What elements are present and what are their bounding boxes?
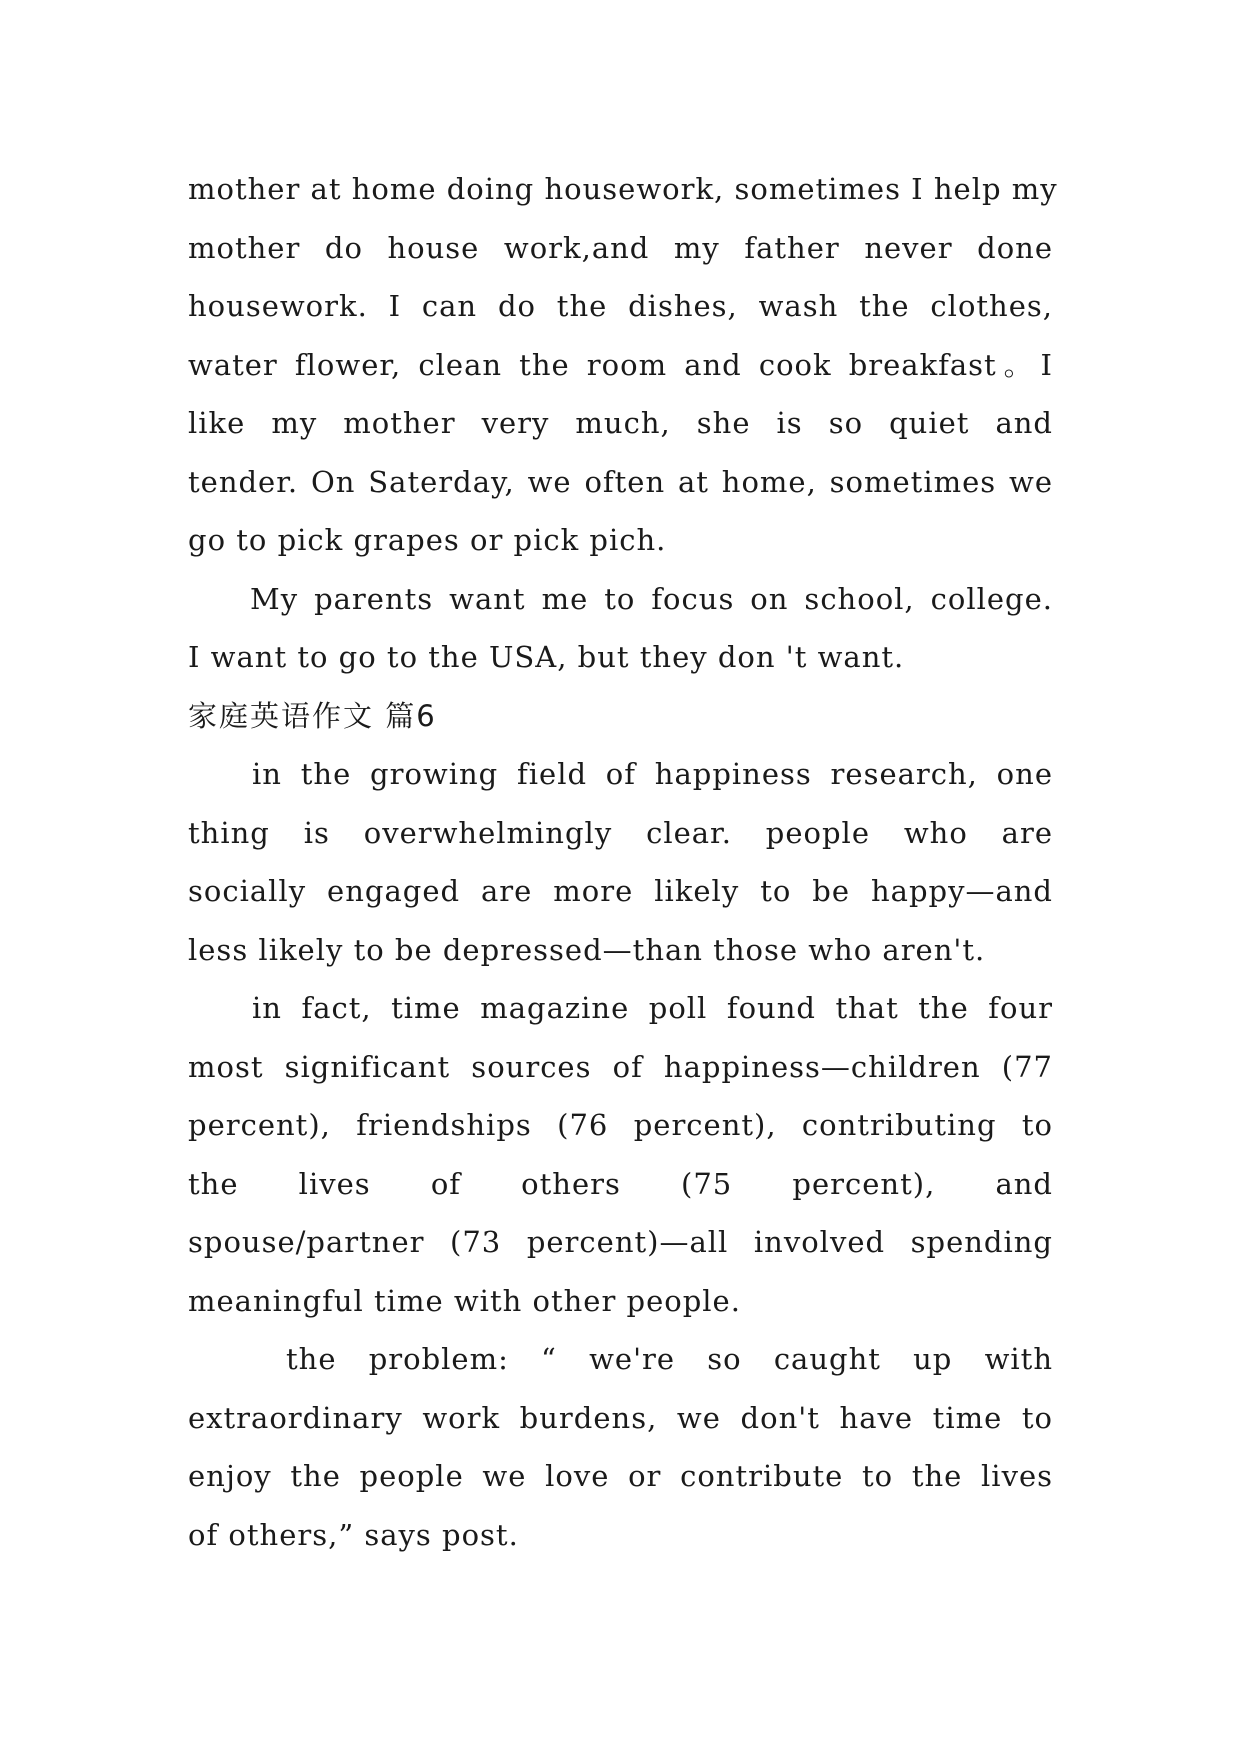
text-line: housework. I can do the dishes, wash the clothes, (188, 289, 1053, 323)
text-line: water flower, clean the room and cook breakfast。I (188, 347, 1053, 382)
section-heading: 家庭英语作文 篇6 (188, 698, 437, 733)
text-line: thing is overwhelmingly clear. people who are (188, 815, 1053, 850)
text-line: in the growing field of happiness research, one (252, 757, 1053, 791)
text-line: of others,” says post. (188, 1517, 519, 1552)
text-line: enjoy the people we love or contribute to the lives (188, 1459, 1053, 1493)
text-line: extraordinary work burdens, we don't have time to (188, 1400, 1053, 1435)
text-line: the lives of others (75 percent), and (188, 1166, 1053, 1201)
text-line: meaningful time with other people. (188, 1283, 741, 1318)
text-line: spouse/partner (73 percent)—all involved spending (188, 1225, 1053, 1259)
text-line: mother do house work,and my father never done (188, 230, 1053, 265)
text-line: in fact, time magazine poll found that the four (252, 991, 1053, 1025)
paragraph-poll-results (188, 979, 1053, 1330)
paragraph-household-chores (188, 160, 1058, 570)
text-line: My parents want me to focus on school, college. (250, 581, 1053, 616)
text-line: tender. On Saterday, we often at home, sometimes we (188, 464, 1053, 499)
text-line: percent), friendships (76 percent), contributing to (188, 1108, 1053, 1142)
text-line: I want to go to the USA, but they don 't want. (188, 640, 905, 674)
paragraph-parents-wishes (188, 570, 1053, 687)
text-line: most significant sources of happiness—children (77 (188, 1049, 1053, 1084)
text-line: less likely to be depressed—than those who aren't. (188, 932, 986, 967)
document-body (188, 160, 1058, 1564)
text-line: socially engaged are more likely to be happy—and (188, 874, 1053, 908)
paragraph-happiness-research (188, 745, 1053, 979)
paragraph-the-problem (188, 1330, 1053, 1564)
text-line: mother at home doing housework, sometimes I help my (188, 172, 1058, 206)
text-line: go to pick grapes or pick pich. (188, 523, 667, 557)
text-line: the problem: “ we're so caught up with (286, 1342, 1053, 1376)
text-line: like my mother very much, she is so quiet and (188, 406, 1053, 440)
